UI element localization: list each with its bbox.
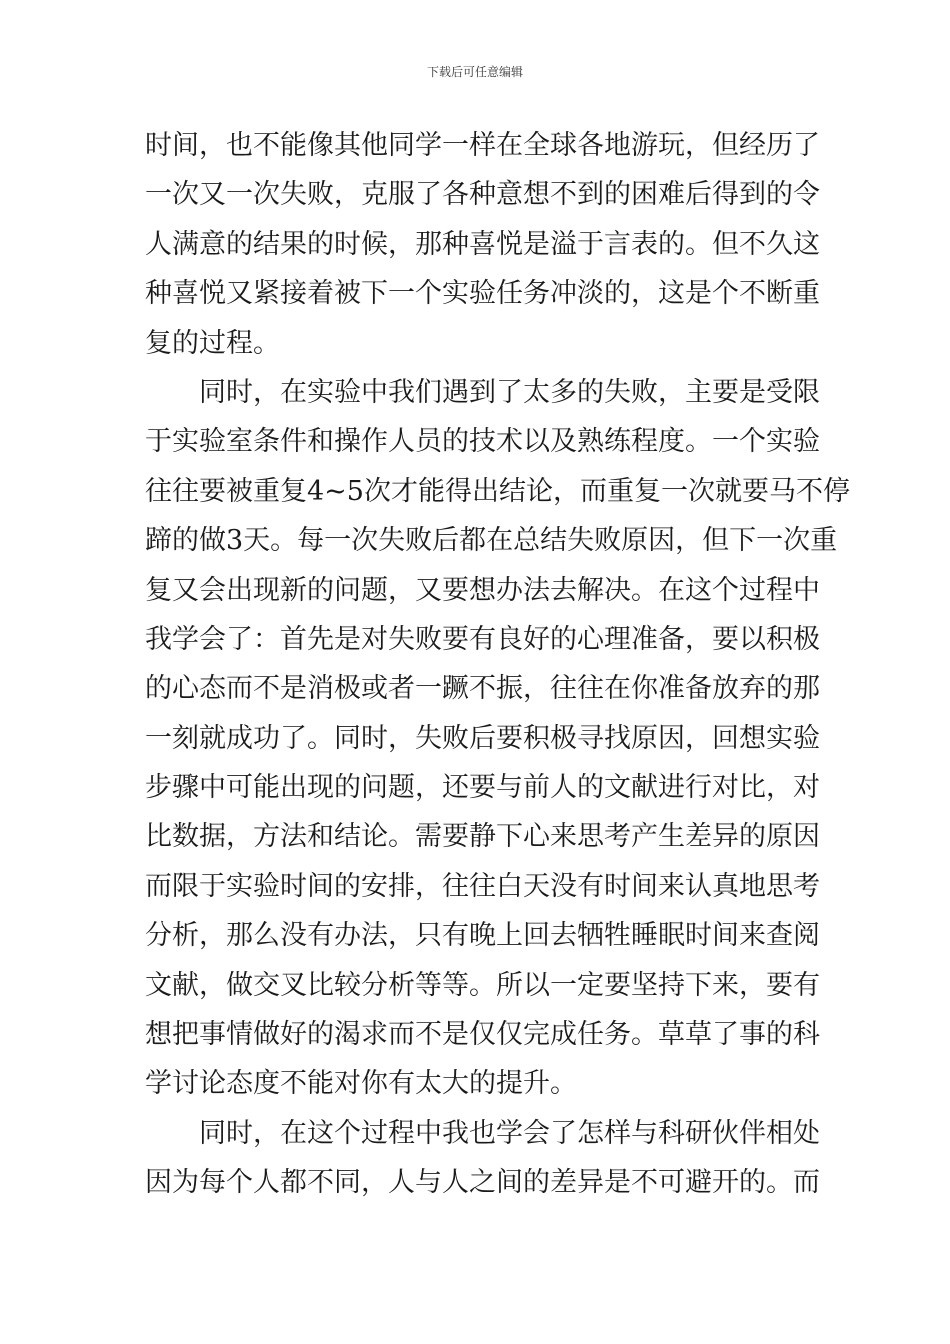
text-line: 因为每个人都不同，人与人之间的差异是不可避开的。而 — [145, 1167, 820, 1199]
page-header — [0, 64, 950, 80]
text-line: 复又会出现新的问题，又要想办法去解决。在这个过程中 — [145, 574, 820, 606]
text-line: 比数据，方法和结论。需要静下心来思考产生差异的原因 — [145, 821, 820, 853]
text-line: 而限于实验时间的安排，往往白天没有时间来认真地思考 — [145, 870, 820, 902]
text-line: 复的过程。 — [145, 327, 280, 359]
text-line: 一刻就成功了。同时，失败后要积极寻找原因，回想实验 — [145, 722, 820, 754]
text-line: 于实验室条件和操作人员的技术以及熟练程度。一个实验 — [145, 426, 820, 458]
text-line: 分析，那么没有办法，只有晚上回去牺牲睡眠时间来查阅 — [145, 920, 820, 952]
text-line: 种喜悦又紧接着被下一个实验任务冲淡的，这是个不断重 — [145, 278, 820, 310]
document-body — [145, 121, 850, 1208]
text-line: 步骤中可能出现的问题，还要与前人的文献进行对比，对 — [145, 772, 820, 804]
text-line: 想把事情做好的渴求而不是仅仅完成任务。草草了事的科 — [145, 1019, 820, 1051]
text-line: 时间，也不能像其他同学一样在全球各地游玩，但经历了 — [145, 130, 820, 161]
text-line: 文献，做交叉比较分析等等。所以一定要坚持下来，要有 — [145, 969, 820, 1001]
text-line: 往往要被重复4~5次才能得出结论，而重复一次就要马不停 — [145, 475, 850, 507]
text-line: 蹄的做3天。每一次失败后都在总结失败原因，但下一次重 — [145, 525, 838, 557]
text-line: 学讨论态度不能对你有太大的提升。 — [145, 1068, 577, 1100]
header-text: 下载后可任意编辑 — [426, 65, 523, 79]
paragraph-first-line: 同时，在这个过程中我也学会了怎样与科研伙伴相处 — [199, 1117, 820, 1149]
text-line: 一次又一次失败，克服了各种意想不到的困难后得到的令 — [145, 179, 820, 211]
text-line: 人满意的结果的时候，那种喜悦是溢于言表的。但不久这 — [145, 228, 820, 260]
text-line: 的心态而不是消极或者一蹶不振，往往在你准备放弃的那 — [145, 673, 820, 705]
text-line: 我学会了：首先是对失败要有良好的心理准备，要以积极 — [145, 623, 820, 655]
paragraph-first-line: 同时，在实验中我们遇到了太多的失败，主要是受限 — [199, 376, 820, 408]
